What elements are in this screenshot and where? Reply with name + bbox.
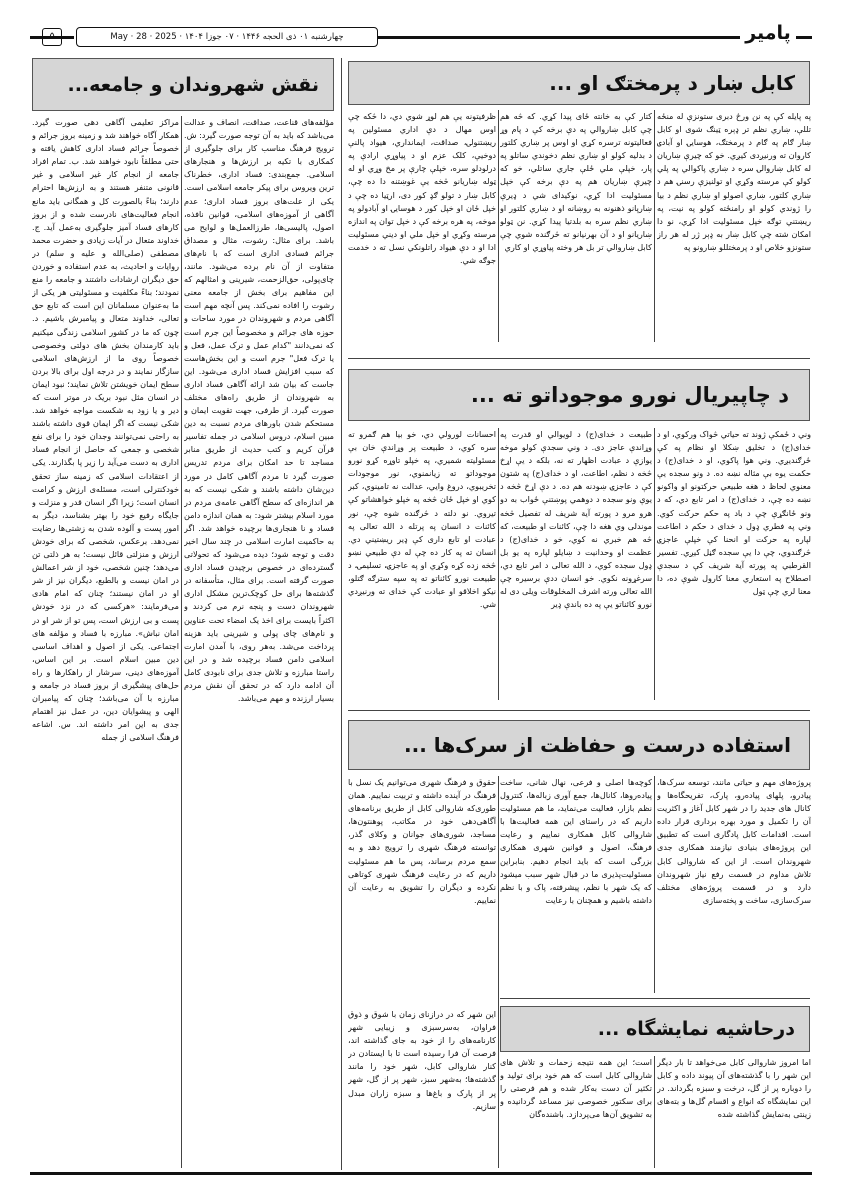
nomayeshgah-text-2: است؛ این همه نتیجه زحمات و تلاش های شاروالی کابل است که هم خود برای تولید و تکثیر آن دست به‌کار شده و هم فرصتی را برای سکتور خصوصی نیز مساعد گردانیده و به تشویق آن‌ها می‌پردازد. باشنده‌گان xyxy=(500,1057,652,1120)
header-rule-center xyxy=(378,36,740,39)
chaparyal-column-3 xyxy=(348,428,496,700)
nomayeshgah-text-3: این شهر که در درازنای زمان با شوق و ذوق فراوان، به‌سرسبزی و زیبایی شهر کارنامه‌های را از خود به جای گذاشته اند، فرصت آن فرا رسیده است تا با ایستادن در کنار شاروالی کابل، شهر خود را مانند گذشته‌ها؛ به‌شهر سبز، شهر پر از گل، شهر پر از پارک و باغ‌ها و سبزه زاران مبدل سازیم. xyxy=(348,1009,496,1111)
kabul-divider-2 xyxy=(498,110,499,342)
istifade-column-2 xyxy=(500,776,652,993)
istifade-column-1 xyxy=(657,776,811,993)
chaparyal-column-2 xyxy=(500,428,652,700)
section-rule-3 xyxy=(500,998,810,999)
chaparyal-article-title: د چاپیریال نورو موجوداتو ته ... xyxy=(470,383,789,407)
chaparyal-divider-2 xyxy=(498,428,499,700)
chaparyal-text-2: طبیعت د خدای(ج) د لویوالي او قدرت په وړاندې عاجز دی. د وني سجدې کولو موخه یوازې د عبادت اظهار ته نه، بلکه د یې اړخ څخه د نظم، اطاعت، او د خدای(ج) په شتون کې د عاجزۍ ښودنه هم ده. د دې اړخ څخه د یوې ونو سجده د دوهمي پوښتنې ځواب به دو هرو مرو د پورته آیة شریف له تفصیل څخه موندلی وي هغه دا چې، کائنات او طبیعت، که څه هم خبري نه کوي، خو د خدای(ج) د عظمت او وحدانیت د ښایلو لپاره په یو بل ډول سجده کوي، د الله تعالی د امر تابع دي، سرغړونه نکوي. خو انسان ددې برسیره چې الله تعالی ورته اشرف المخلوقات ویلی دی له نورو کائناتو یې په ده باندې ډیر xyxy=(500,429,652,610)
nomayeshgah-column-2 xyxy=(500,1056,652,1168)
naqsh-article-title: نقش شهروندان و جامعه... xyxy=(67,73,319,96)
nomayeshgah-text-1: اما امروز شاروالی کابل می‌خواهد تا بار دیگر این شهر را با گذشته‌های آن پیوند داده و کابل را دوباره پر از گل، درخت و سبزه بگرداند. در این نمایشگاه که انواع و اقسام گل‌ها و بته‌های زینتی به‌نمایش گذاشته شده xyxy=(657,1057,811,1120)
istifade-column-3 xyxy=(348,776,496,993)
nomayeshgah-article-title-box xyxy=(500,1006,810,1052)
kabul-column-1 xyxy=(657,110,811,342)
istifade-article-title-box xyxy=(348,720,810,770)
chaparyal-article-title-box xyxy=(348,369,810,421)
nomayeshgah-column-3 xyxy=(348,1008,496,1168)
brand-name: پامیر xyxy=(745,22,791,44)
kabul-text-1: په پایله کې په نن ورځ دبری ستونزې له منځه تللې، ښاري نظم تر ډېره ټینګ شوی او کابل ښار ګام په ګام د پرمختګ، هوسایۍ او آبادۍ کاروان ته ورنیږدی کیږي. خو که چیرې ښاریان له کابل ښاروالۍ سره د ښاري پاکوالي په پلي کولو کې مرسته وکړي او تولنیزې رسنۍ هم د ښاري کلتور، ښاري اصولو او ښاري نظم د بیا را ژوندي کولو او رامنځته کولو په نیت، په ریښتني توګه خپل مسئولیت ادا کړي، نو دا امکان شته چې کابل ښار به ډېر ژر له هر راز ستونزو خلاص او د پرمختللو ښارونو په xyxy=(657,111,811,252)
istifade-divider-2 xyxy=(498,776,499,1168)
section-rule-1 xyxy=(348,358,810,359)
istifade-text-3: حقوق و فرهنگ شهری می‌توانیم یک نسل با فرهنگ در آینده داشته و تربیت نماییم. همان طوری‌که شاروالی کابل از طریق برنامه‌های آگاهی‌دهی خود در مکاتب، پوهنتون‌ها، مساجد، شوری‌های جوانان و وکلای گذر، توانسته فرهنگ شهری را ترویج دهد و به سمع مردم برساند، پس ما هم مسئولیت داریم که در رعایت فرهنگ شهری کوتاهی نکرده و دیگران را تشویق به رعایت آن نماییم. xyxy=(348,777,496,905)
chaparyal-divider-1 xyxy=(654,428,655,700)
naqsh-text-1: مؤلفه‌های قناعت، صداقت، انصاف و عدالت می‌باشد که باید به آن توجه صورت گیرد: ش. ترویج فرهنگ مناسب کار برای جلوگیری از کمکاری با تکیه بر ارزش‌ها و هنجارهای اسلامی. جمع‌بندی: فساد اداری، خطرناک ترین ویروس برای پیکر جامعه اسلامی است. یکی از علت‌های بروز فساد اداری؛ عدم آگاهی از آموزه‌های اسلامی، قوانین نافذه، اصول، پالیسی‌ها، طرزالعمل‌ها و لوایح می باشد. برای مثال: رشوت، مثال و مصداق جرائم فسادی اداری است که با نام‌های متفاوت از آن نام برده می‌شود. مانند، چای‌پولی، حق‌الزحمت، شیرینی و امثالهم که این مفاهیم برای بخش از جامعه معنی رشوت را افاده نمی‌کند. پس آنچه مهم است آگاهی مردم و شهروندان در مورد ساحات و حوزه های جرائم و مخصوصاً این جرم است که نمی‌دانند "کدام عمل و ترک عمل، فعل و یا ترک فعل" جرم است و این بخش‌هاست که سبب افزایش فساد اداری می‌شود. این جاست که بیان شد ارائه آگاهی فساد اداری به شهروندان از طریق راه‌های مختلف صورت گیرد. از طرفی، جهت تقویت ایمان و مستحکم شدن باورهای مردم نسبت به دین مبین اسلام، دروس اسلامی در جمله تفاسیر قرآن کریم و کتب حدیث از طریق منابر مساجد تا حد امکان برای مردم تدریس صورت گیرد تا مردم آگاهی کامل در مورد دین‌شان داشته باشند و شکی نیست که به هر اندازه‌ای که سطح آگاهی عامه‌ی مردم در مورد اسلام بیشتر شود: به همان اندازه دامن فساد و نا هنجاری‌ها برچیده خواهد شد. اگر به حاکمیت امارت اسلامی در چند سال اخیر دقت و توجه شود؛ دیده می‌شود که تحولاتی گسترده‌ای در خصوص برچیدن فساد اداری صورت گرفته است. برای مثال، متأسفانه در گذشته‌ها برای حل کوچک‌ترین مشکل اداری شهروندان دست و پنجه نرم می کردند و اکثراً بایست برای اخذ یک امضاء تحت عناوین و نام‌های چای پولی و شیرینی باید هزینه پرداخت می‌شد. به‌هر روی، با آمدن امارت اسلامی دامن فساد برچیده شد و در این راستا مبارزه و تلاش جدی برای نابودی کامل آن ادامه دارد که در تحقق آن نقش مردم بسیار ارزنده و مهم می‌باشد. xyxy=(184,117,334,704)
kabul-article-title-box xyxy=(348,61,810,105)
section-rule-2 xyxy=(348,710,810,711)
issue-date: چهارشنبه ۰۱ ذی الحجه ۱۴۴۶ · ۰۷ جوزا ۱۴۰۴ · May · 28 · 2025 xyxy=(76,27,378,47)
naqsh-article-title-box xyxy=(32,58,334,111)
nomayeshgah-divider-1 xyxy=(654,1056,655,1168)
nomayeshgah-article-title: درحاشیه نمایشگاه ... xyxy=(597,1018,795,1040)
istifade-divider-1 xyxy=(654,776,655,993)
naqsh-column-2 xyxy=(32,116,179,1168)
kabul-column-2 xyxy=(500,110,652,342)
page-header xyxy=(30,22,812,48)
page-number: ۵ xyxy=(42,28,62,46)
kabul-article-title: کابل ښار د پرمختګ او ... xyxy=(549,71,795,95)
istifade-text-2: کوچه‌ها اصلی و فرعی، نهال شانی، ساخت پیاده‌روها، کانال‌ها، جمع آوری زباله‌ها، کنترول نظم بازار، فعالیت می‌نماید، ما هم مسئولیت داریم که در راستای این همه فعالیت‌ها با شاروالی کابل همکاری نماییم و رعایت فرهنگ، اصول و قوانین شهری همکاری بزرگی است که باید انجام دهیم. بنابراین مسئولیت‌پذیری ما در قبال شهر سبب میشود که یک شهر با نظم، پیشرفته، پاک و با نظم داشته باشیم و همچنان با رعایت xyxy=(500,777,652,905)
footer-rule xyxy=(30,1172,812,1175)
nomayeshgah-column-1 xyxy=(657,1056,811,1168)
chaparyal-text-3: احسانات لورولي دي، خو بیا هم ګمرو ته سره کوي، د طبیعت پر وړاندې خان بې مسئولیته شمیري، په خپلو تاوړه کړو نورو موجوداتو ته زیانمنوي، نور موجودات تخریبوي، دروغ وایي، عدالت نه تامینوي، کبر کوي او خپل ځان څخه په خپلو خواهشاتو کې تیروي. نو دلته د څرګنده شوه چې، نور کائنات د انسان په پرتله د الله تعالی په عبادت او تابع داری کې ډیر ریښتیني دي. انسان ته په کار ده چې له دې طبیعي نښو څخه زده کړه وکړي او په عاجزۍ، تسلیمۍ، د طبیعت نورو کائناتو ته په سپه سترګه ګتلو، نیکو اخلاقو او عبادت کې خدای ته ورنیږدي شي. xyxy=(348,429,496,610)
header-rule-right xyxy=(796,36,812,39)
kabul-divider-1 xyxy=(654,110,655,342)
naqsh-column-1 xyxy=(184,116,334,1168)
naqsh-column-divider xyxy=(181,116,182,1168)
main-column-divider xyxy=(341,58,342,1170)
kabul-column-3 xyxy=(348,110,496,342)
chaparyal-column-1 xyxy=(657,428,811,700)
kabul-text-2: کتار کې به خانته ځای پیدا کړي. که څه هم چې کابل ښاروالي په دې برخه کې د پام وړ فعالیتونه ترسره کړي او اوس پر ښاري کلتور د بدلیه کولو او ښاري نظم دخوندي ساتلو په پار، خپلې ملي ځلې جاري ساتلي، خو که چیرې ښاریان هم په دې برخه کې خپل مسئولیت ادا کړي، نوکیدای شي د ډیرې ښارپانو ذهنونه به روښانه او د ښاري کلتور او ښاري نظم سره به بلدتیا پیدا کړي. نن ټولو ښاریانو او د آن بهرنیانو ته څرګنده شوي چې کابل ښاروالي تر بل هر وخته پیاوړي او کاري xyxy=(500,111,652,252)
istifade-text-1: پروژه‌های مهم و حیاتی مانند، توسعه سرک‌ها، پیادرو، پلهای پیاده‌رو، پارک، تفریحگاه‌ها و کانال های جدید را در شهر کابل آغاز و اکثریت آن را تکمیل و مورد بهره برداری قرار داده است. اقدامات کابل پادگاری است که تطبیق این پروژه‌های بنیادی نیازمند همکاری جدی شهروندان است. از این که شاروالی کابل تلاش مداوم در قسمت رفع نیاز شهروندان دارد و در قسمت پروژه‌های مختلف سرک‌سازی، ساخت و پخته‌سازی xyxy=(657,777,811,905)
naqsh-text-2: مراکز تعلیمی آگاهی دهی صورت گیرد. همکار آگاه خواهند شد و زمینه بروز جرائم و خصوصاً جرائم فساد اداری کاهش یافته و حتی مطلقاً نابود خواهند شد. ب. تمام افراد جامعه از انجام کار غیر اسلامی و غیر قانونی متنفر هستند و به ارزش‌ها احترام دارند؛ بناءً بالصورت کل و همگانی باید مانع انجام فعالیت‌های نادرست شده و از بروز کارهای فساد آمیز جلوگیری به‌عمل آید. ج. خداوند متعال در آیات زیادی و حضرت محمد مصطفی (صلی‌الله و علیه و سلم) در روایات و احادیث، به عدم استفاده و خوردن حق دیگران ارشادات داشتند و جامعه را منع نمودند؛ بناءً مکلفیت و مسئولیتی هر یکی از ما به‌عنوان مسلمانان این است که تابع حق تعالی، خداوند متعال و پیامبرش باشیم. د. چون که ما در کشور اسلامی زندگی میکنیم باید کارمندان بخش های دولتی وخصوصی خصوصاً روی ما از ارزش‌های اسلامی سازگار نمایند و در درجه اول برای بالا بردن سطح ایمان خویشتن تلاش نمایند؛ نبود ایمان در انسان مثل نبود بریک در موتر است که دیر و یا زود به شکست مواجه خواهد شد. شکی نیست که اگر ایمان قوی داشته باشند به راحتی نمی‌توانند وجدان خود را برای نفع شخصی و جمعی که حاصل از انجام فساد اداری به دست می‌آید را زیر پا بگذارند. یکی از اعتقادات اسلامی که زمینه ساز تحقق خودکنترلی است، مسئله‌ی ارزش و کرامت انسان است؛ زیرا اگر انسان قدر و منزلت و جایگاه رفیع خود را بهتر بشناسد، دیگر به امور پست و آلوده شدن به زشتی‌ها رضایت نمی‌دهد. برعکس، شخصی که برای خودش ارزش و منزلتی قائل نیست؛ به هر ذلتی تن می‌دهد؛ چنین شخصی، خود از شر اعمالش در امان نیست و بالطبع، دیگران نیز از شر او در امان نیستند؛ چنان که امام هادی می‌فرمایند: «هرکسی که در نزد خودش پست و بی ارزش است، پس تو از شر او در امان نباش». مبارزه با فساد و مؤلفه های اجتماعی. یکی از اصول و اهداف اساسی دین مبین اسلام است. بر این اساس، آموزه‌های دینی، سرشار از راهکارها و راه حل‌های پیشگیری از بروز فساد در جامعه و مبارزه با آن می‌باشد؛ چنان که پیامبران الهی و پیشوایان دین، در عمل نیز اهتمام جدی به این امر داشته اند. س. اشاعه فرهنگ اسلامی از جمله xyxy=(32,117,179,743)
kabul-text-3: ظرفیتونه یې هم لوړ شوي دي، دا څکه چې اوس مهال د دې اداري مسئولین په ریښتنولۍ، صداقت، ایمانداري، هیواد پالنې دوخیې، کلک عزم او د پیاوړي ارادې په درلودلو سره، خپلې چارې پر مخ وړي او له ټوله ښاریانو څخه یې غوښتنه دا ده چې، کابل ښار د تولو ګډ کور دی، ارټیا ده چې د خپل ځان او خپل کور د هوسایۍ او آبادولو په موخه، په هره برخه کې د خپل توان په اندازه مرسته وکړي او خپل ملي او دیني مسئولیت ادا او د دې هیواد راتلونکي نسل ته د خدمت جوګه شي. xyxy=(348,111,496,266)
istifade-article-title: استفاده درست و حفاظت از سرک‌ها ... xyxy=(404,733,791,757)
chaparyal-text-1: وني د ځمکې ژوند ته حیاتي څواک ورکوي، او د خدای(ج) د تخلیق ښکلا او نظام په کې ځرګندیږي. وني هوا پاکوي، او د خدای(ج) د حکمت یوه بې مثاله نښه ده. د ونو سجده یې معنوي لحاظ د هغه طبیعي حرکتونو او واکونو نښه ده چې، د خدای(ج) د امر تابع دي، که د ونو ځانګړې چې د باد په حکم حرکت کوي. وني په فطري ډول د خدای د حکم د اطاعت لپاره په حرکت او انحنا کې خپلې عاجزۍ څرګندوي، چې دا یې سجده ګڼل کیږي. تفسیر القرطبي په پورته آیة شریف کې د سجدې اصطلاح په استعاري معنا کارول شوې ده، دا معنا لري چې ټول xyxy=(657,429,811,597)
